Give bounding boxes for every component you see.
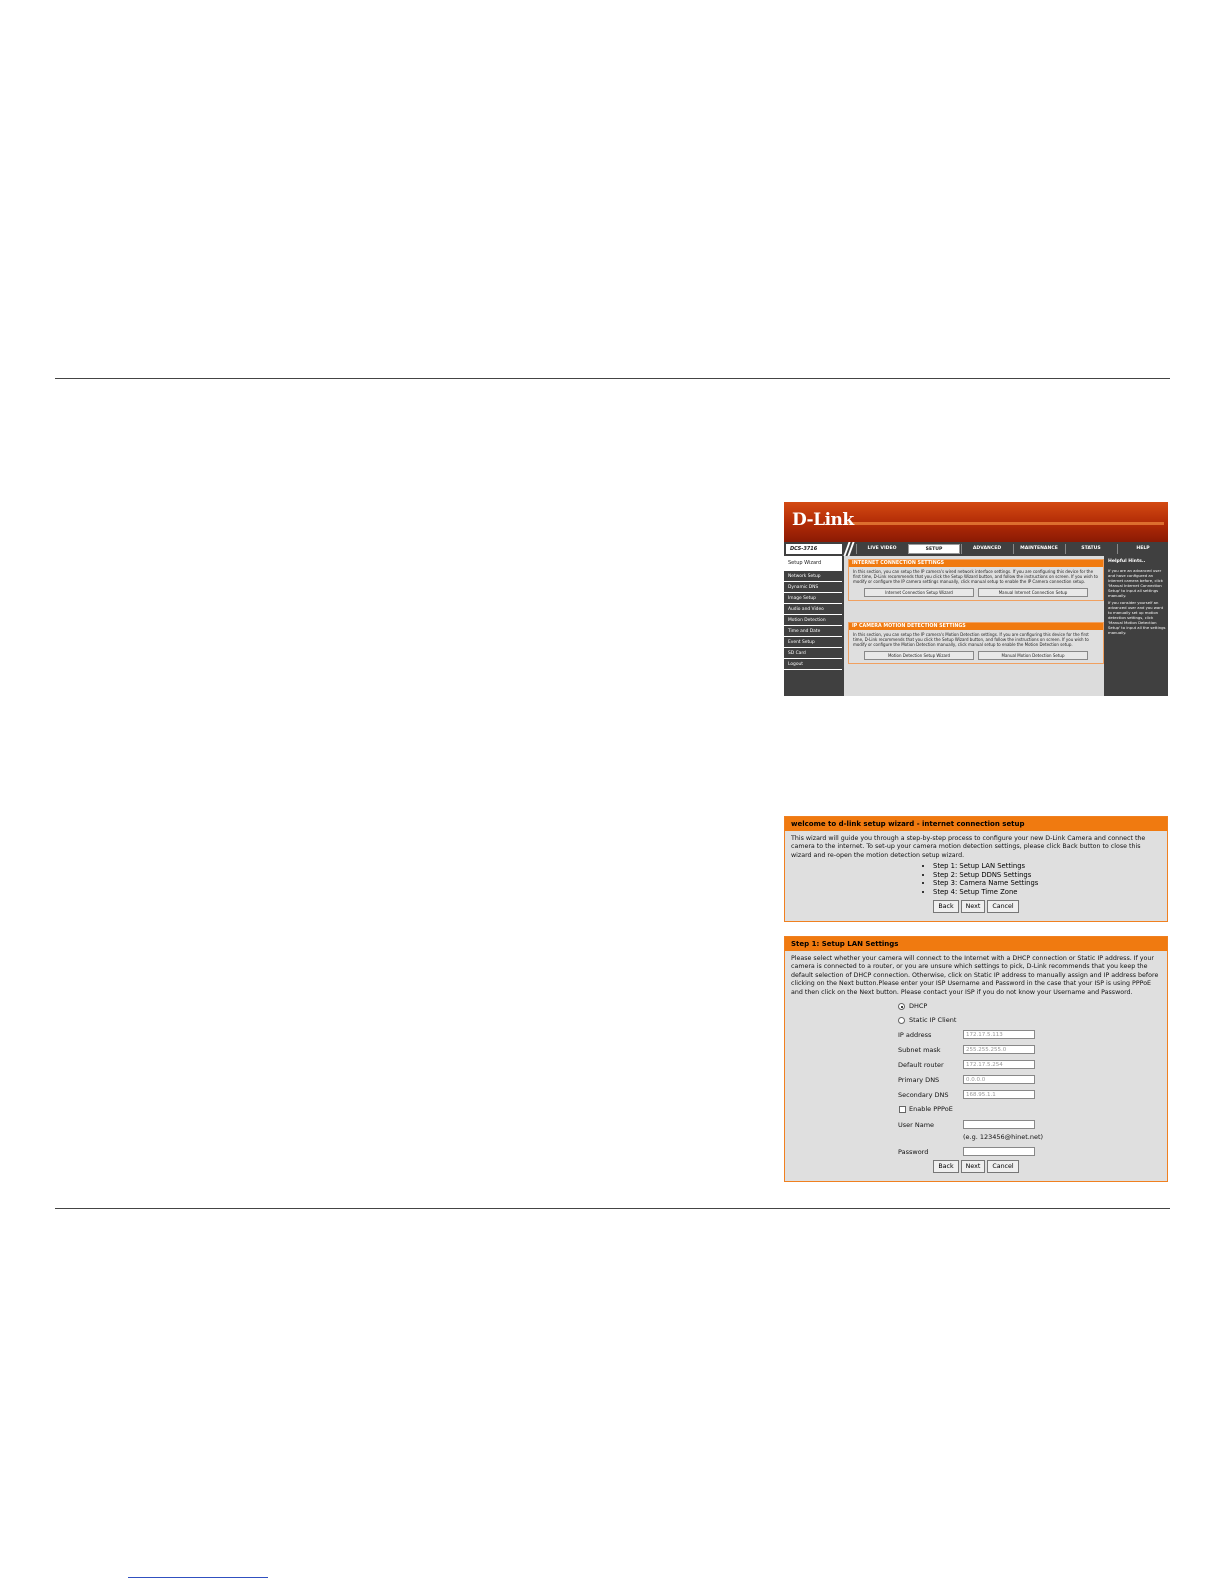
back-button[interactable]: Back (933, 1160, 958, 1173)
sidebar-item-audio-video[interactable]: Audio and Video (784, 604, 842, 615)
ip-address-label: IP address (898, 1031, 932, 1039)
back-button[interactable]: Back (933, 900, 958, 913)
motion-detection-section (848, 622, 1104, 664)
panel-text: Please select whether your camera will connect to the Internet with a DHCP connection or Static IP address. If your camera is connected to a router, or you are unsure which settings to pick, D-Link recommends that you keep the default selection of DHCP connection. Otherwise, click on Static IP address to manually assign and IP address before clicking on the Next button.Please enter your ISP Username and Password in the case that your ISP is using PPPoE and then click on the Next button. Please contact your ISP if you do not know your Username and Password. (791, 955, 1159, 996)
next-button[interactable]: Next (961, 1160, 986, 1173)
dhcp-label: DHCP (909, 1002, 928, 1010)
internet-wizard-button[interactable]: Internet Connection Setup Wizard (864, 588, 974, 597)
section-text: In this section, you can setup the IP camera's Motion Detection settings. If you are configuring this device for the first time, D-Link recommends that you click the Setup Wizard button, and follow the instructions on screen. If you wish to modify or configure the Motion Detection manually, click manual setup to enable the Motion Detection setup. (853, 632, 1089, 648)
hints-text: If you consider yourself an advanced user and you want to manually set up motion detection settings, click 'Manual Motion Detection Setup' to input all the settings manually. (1108, 600, 1166, 635)
ip-address-field[interactable]: 172.17.5.113 (963, 1030, 1035, 1039)
hints-title: Helpful Hints.. (1108, 559, 1146, 564)
model-label: DCS-3716 (786, 544, 842, 554)
primary-dns-label: Primary DNS (898, 1076, 940, 1084)
tab-setup[interactable]: SETUP (908, 544, 960, 554)
subnet-mask-field[interactable]: 255.255.255.0 (963, 1045, 1035, 1054)
cancel-button[interactable]: Cancel (987, 900, 1018, 913)
tab-advanced[interactable]: ADVANCED (961, 544, 1012, 554)
enable-pppoe-label: Enable PPPoE (909, 1105, 953, 1113)
sidebar-item-time-date[interactable]: Time and Date (784, 626, 842, 637)
enable-pppoe-checkbox[interactable] (899, 1106, 906, 1113)
dlink-logo: D-Link (792, 510, 854, 530)
list-item: • Step 1: Setup LAN Settings (933, 862, 1167, 871)
section-title: INTERNET CONNECTION SETTINGS (849, 560, 1103, 567)
sidebar (784, 556, 842, 696)
default-router-field[interactable]: 172.17.5.254 (963, 1060, 1035, 1069)
welcome-wizard-panel (784, 816, 1168, 922)
secondary-dns-label: Secondary DNS (898, 1091, 949, 1099)
sidebar-item-network-setup[interactable]: Network Setup (784, 571, 842, 582)
list-item: • Step 3: Camera Name Settings (933, 879, 1167, 888)
hints-text: If you are an advanced user and have configured an Internet camera before, click 'Manual Internet Connection Setup' to input all settings manually. (1108, 568, 1163, 598)
motion-wizard-button[interactable]: Motion Detection Setup Wizard (864, 651, 974, 660)
sidebar-item-event-setup[interactable]: Event Setup (784, 637, 842, 648)
internet-connection-section (848, 559, 1104, 601)
secondary-dns-field[interactable]: 168.95.1.1 (963, 1090, 1035, 1099)
username-field[interactable] (963, 1120, 1035, 1129)
bottom-rule (55, 1208, 1170, 1209)
tab-help[interactable]: HELP (1117, 544, 1168, 554)
primary-dns-field[interactable]: 0.0.0.0 (963, 1075, 1035, 1084)
subnet-mask-label: Subnet mask (898, 1046, 941, 1054)
password-field[interactable] (963, 1147, 1035, 1156)
tab-maintenance[interactable]: MAINTENANCE (1013, 544, 1064, 554)
section-text: In this section, you can setup the IP camera's wired network interface settings. If you are configuring this device for the first time, D-Link recommends that you click the Setup Wizard button, and follow the instructions on screen. If you wish to modify or configure the IP camera settings manually, click manual setup to enable the IP Camera connection setup. (853, 569, 1098, 585)
dhcp-radio[interactable] (898, 1003, 905, 1010)
main-tabs (856, 544, 1168, 554)
setup-main (844, 556, 1104, 696)
static-ip-radio[interactable] (898, 1017, 905, 1024)
username-label: User Name (898, 1121, 935, 1129)
sidebar-item-sd-card[interactable]: SD Card (784, 648, 842, 659)
helpful-hints (1106, 556, 1168, 696)
manual-internet-button[interactable]: Manual Internet Connection Setup (978, 588, 1088, 597)
section-title: IP CAMERA MOTION DETECTION SETTINGS (849, 623, 1103, 630)
password-label: Password (898, 1148, 929, 1156)
panel-title: Step 1: Setup LAN Settings (785, 937, 1167, 951)
tab-status[interactable]: STATUS (1065, 544, 1116, 554)
wizard-steps (785, 862, 1167, 896)
sidebar-item-logout[interactable]: Logout (784, 659, 842, 670)
panel-text: This wizard will guide you through a step-by-step process to configure your new D-Link Camera and connect the camera to the internet. To set-up your camera motion detection settings, please click Back button to close this wizard and re-open the motion detection setup wizard. (791, 835, 1146, 859)
top-rule (55, 378, 1170, 379)
username-hint: (e.g. 123456@hinet.net) (963, 1133, 1044, 1141)
dlink-setup-screenshot (784, 502, 1168, 696)
tab-live-video[interactable]: LIVE VIDEO (856, 544, 907, 554)
manual-motion-button[interactable]: Manual Motion Detection Setup (978, 651, 1088, 660)
default-router-label: Default router (898, 1061, 944, 1069)
static-ip-label: Static IP Client (909, 1016, 957, 1024)
list-item: • Step 4: Setup Time Zone (933, 888, 1167, 897)
lan-settings-panel (784, 936, 1168, 1182)
next-button[interactable]: Next (961, 900, 986, 913)
panel-title: welcome to d-link setup wizard - internet connection setup (785, 817, 1167, 831)
sidebar-item-motion-detection[interactable]: Motion Detection (784, 615, 842, 626)
sidebar-item-image-setup[interactable]: Image Setup (784, 593, 842, 604)
sidebar-item-dynamic-dns[interactable]: Dynamic DNS (784, 582, 842, 593)
footer-link-underline[interactable] (128, 1577, 268, 1578)
sidebar-item-setup-wizard[interactable]: Setup Wizard (784, 556, 842, 571)
list-item: • Step 2: Setup DDNS Settings (933, 871, 1167, 880)
cancel-button[interactable]: Cancel (987, 1160, 1018, 1173)
